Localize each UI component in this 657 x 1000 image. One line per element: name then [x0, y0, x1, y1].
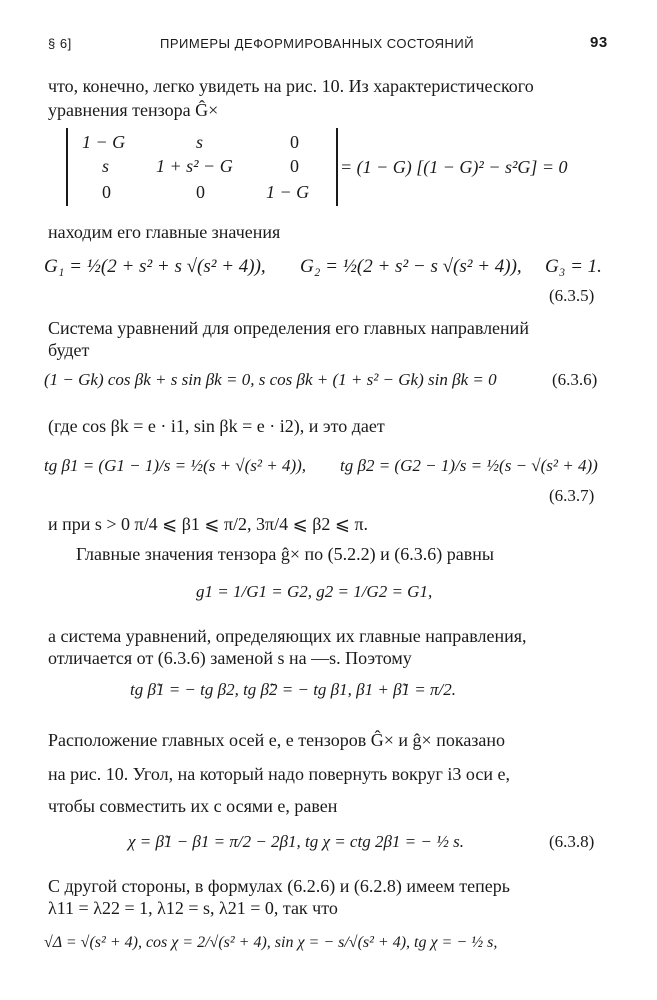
equation-G1: G₁ = ½(2 + s² + s √(s² + 4)), — [44, 256, 266, 277]
text-line: Главные значения тензора ĝ× по (5.2.2) и (6.3.6) равны — [76, 544, 494, 564]
text-line: и при s > 0 π/4 ⩽ β1 ⩽ π/2, 3π/4 ⩽ β2 ⩽ π. — [48, 514, 369, 534]
text-line: на рис. 10. Угол, на который надо повернуть вокруг i3 оси e, — [48, 764, 510, 784]
equation-number: (6.3.8) — [549, 832, 595, 851]
matrix-cell: 1 + s² − G — [156, 156, 233, 176]
matrix-cell: s — [196, 132, 204, 152]
text-line: чтобы совместить их с осями e, равен — [48, 796, 338, 816]
equation-tg-beta2: tg β2 = (G2 − 1)/s = ½(s − √(s² + 4)) — [340, 456, 598, 475]
matrix-cell: 1 − G — [82, 132, 126, 152]
equation-tilde-beta: tg β̃1 = − tg β2, tg β̃2 = − tg β1, β1 + β̃1 = π/2. — [130, 680, 457, 699]
equation-G2: G₂ = ½(2 + s² − s √(s² + 4)), — [300, 256, 522, 277]
matrix-cell: 1 − G — [266, 182, 310, 202]
equation-final: √Δ = √(s² + 4), cos χ = 2/√(s² + 4), sin χ = − s/√(s² + 4), tg χ = − ½ s, — [44, 934, 498, 951]
text-line: Расположение главных осей e, e тензоров Ĝ× и ĝ× показано — [48, 730, 506, 750]
matrix-cell: s — [102, 156, 110, 176]
text-line: (где cos βk = e · i1, sin βk = e · i2), и это дает — [48, 416, 385, 436]
characteristic-equation-rhs: = (1 − G) [(1 − G)² − s²G] = 0 — [340, 157, 568, 177]
equation-G3: G₃ = 1. — [545, 256, 602, 277]
matrix-cell: 0 — [102, 182, 111, 202]
text-line: уравнения тензора Ĝ× — [48, 100, 219, 120]
text-line: Система уравнений для определения его главных направлений — [48, 318, 529, 338]
text-line: находим его главные значения — [48, 222, 281, 242]
determinant-matrix — [66, 128, 338, 206]
equation-6-3-8: χ = β̃1 − β1 = π/2 − 2β1, tg χ = ctg 2β1 = − ½ s. — [128, 832, 464, 851]
section-mark: § 6] — [48, 36, 72, 51]
text-line: λ11 = λ22 = 1, λ12 = s, λ21 = 0, так что — [48, 898, 338, 918]
equation-number: (6.3.7) — [549, 486, 595, 505]
matrix-cell: 0 — [196, 182, 205, 202]
matrix-cell: 0 — [290, 156, 299, 176]
page-number: 93 — [590, 34, 608, 51]
equation-number: (6.3.5) — [549, 286, 595, 305]
running-title: ПРИМЕРЫ ДЕФОРМИРОВАННЫХ СОСТОЯНИЙ — [160, 36, 475, 51]
text-line: а система уравнений, определяющих их главные направления, — [48, 626, 527, 646]
equation-tg-beta1: tg β1 = (G1 − 1)/s = ½(s + √(s² + 4)), — [44, 456, 307, 475]
text-line: С другой стороны, в формулах (6.2.6) и (6.2.8) имеем теперь — [48, 876, 510, 896]
equation-number: (6.3.6) — [552, 370, 598, 389]
text-line: будет — [48, 340, 90, 360]
matrix-cell: 0 — [290, 132, 299, 152]
equation-6-3-6: (1 − Gk) cos βk + s sin βk = 0, s cos βk + (1 + s² − Gk) sin βk = 0 — [44, 370, 497, 389]
text-line: что, конечно, легко увидеть на рис. 10. Из характеристического — [48, 76, 534, 96]
text-line: отличается от (6.3.6) заменой s на —s. Поэтому — [48, 648, 412, 668]
equation-g-values: g1 = 1/G1 = G2, g2 = 1/G2 = G1, — [196, 582, 433, 601]
